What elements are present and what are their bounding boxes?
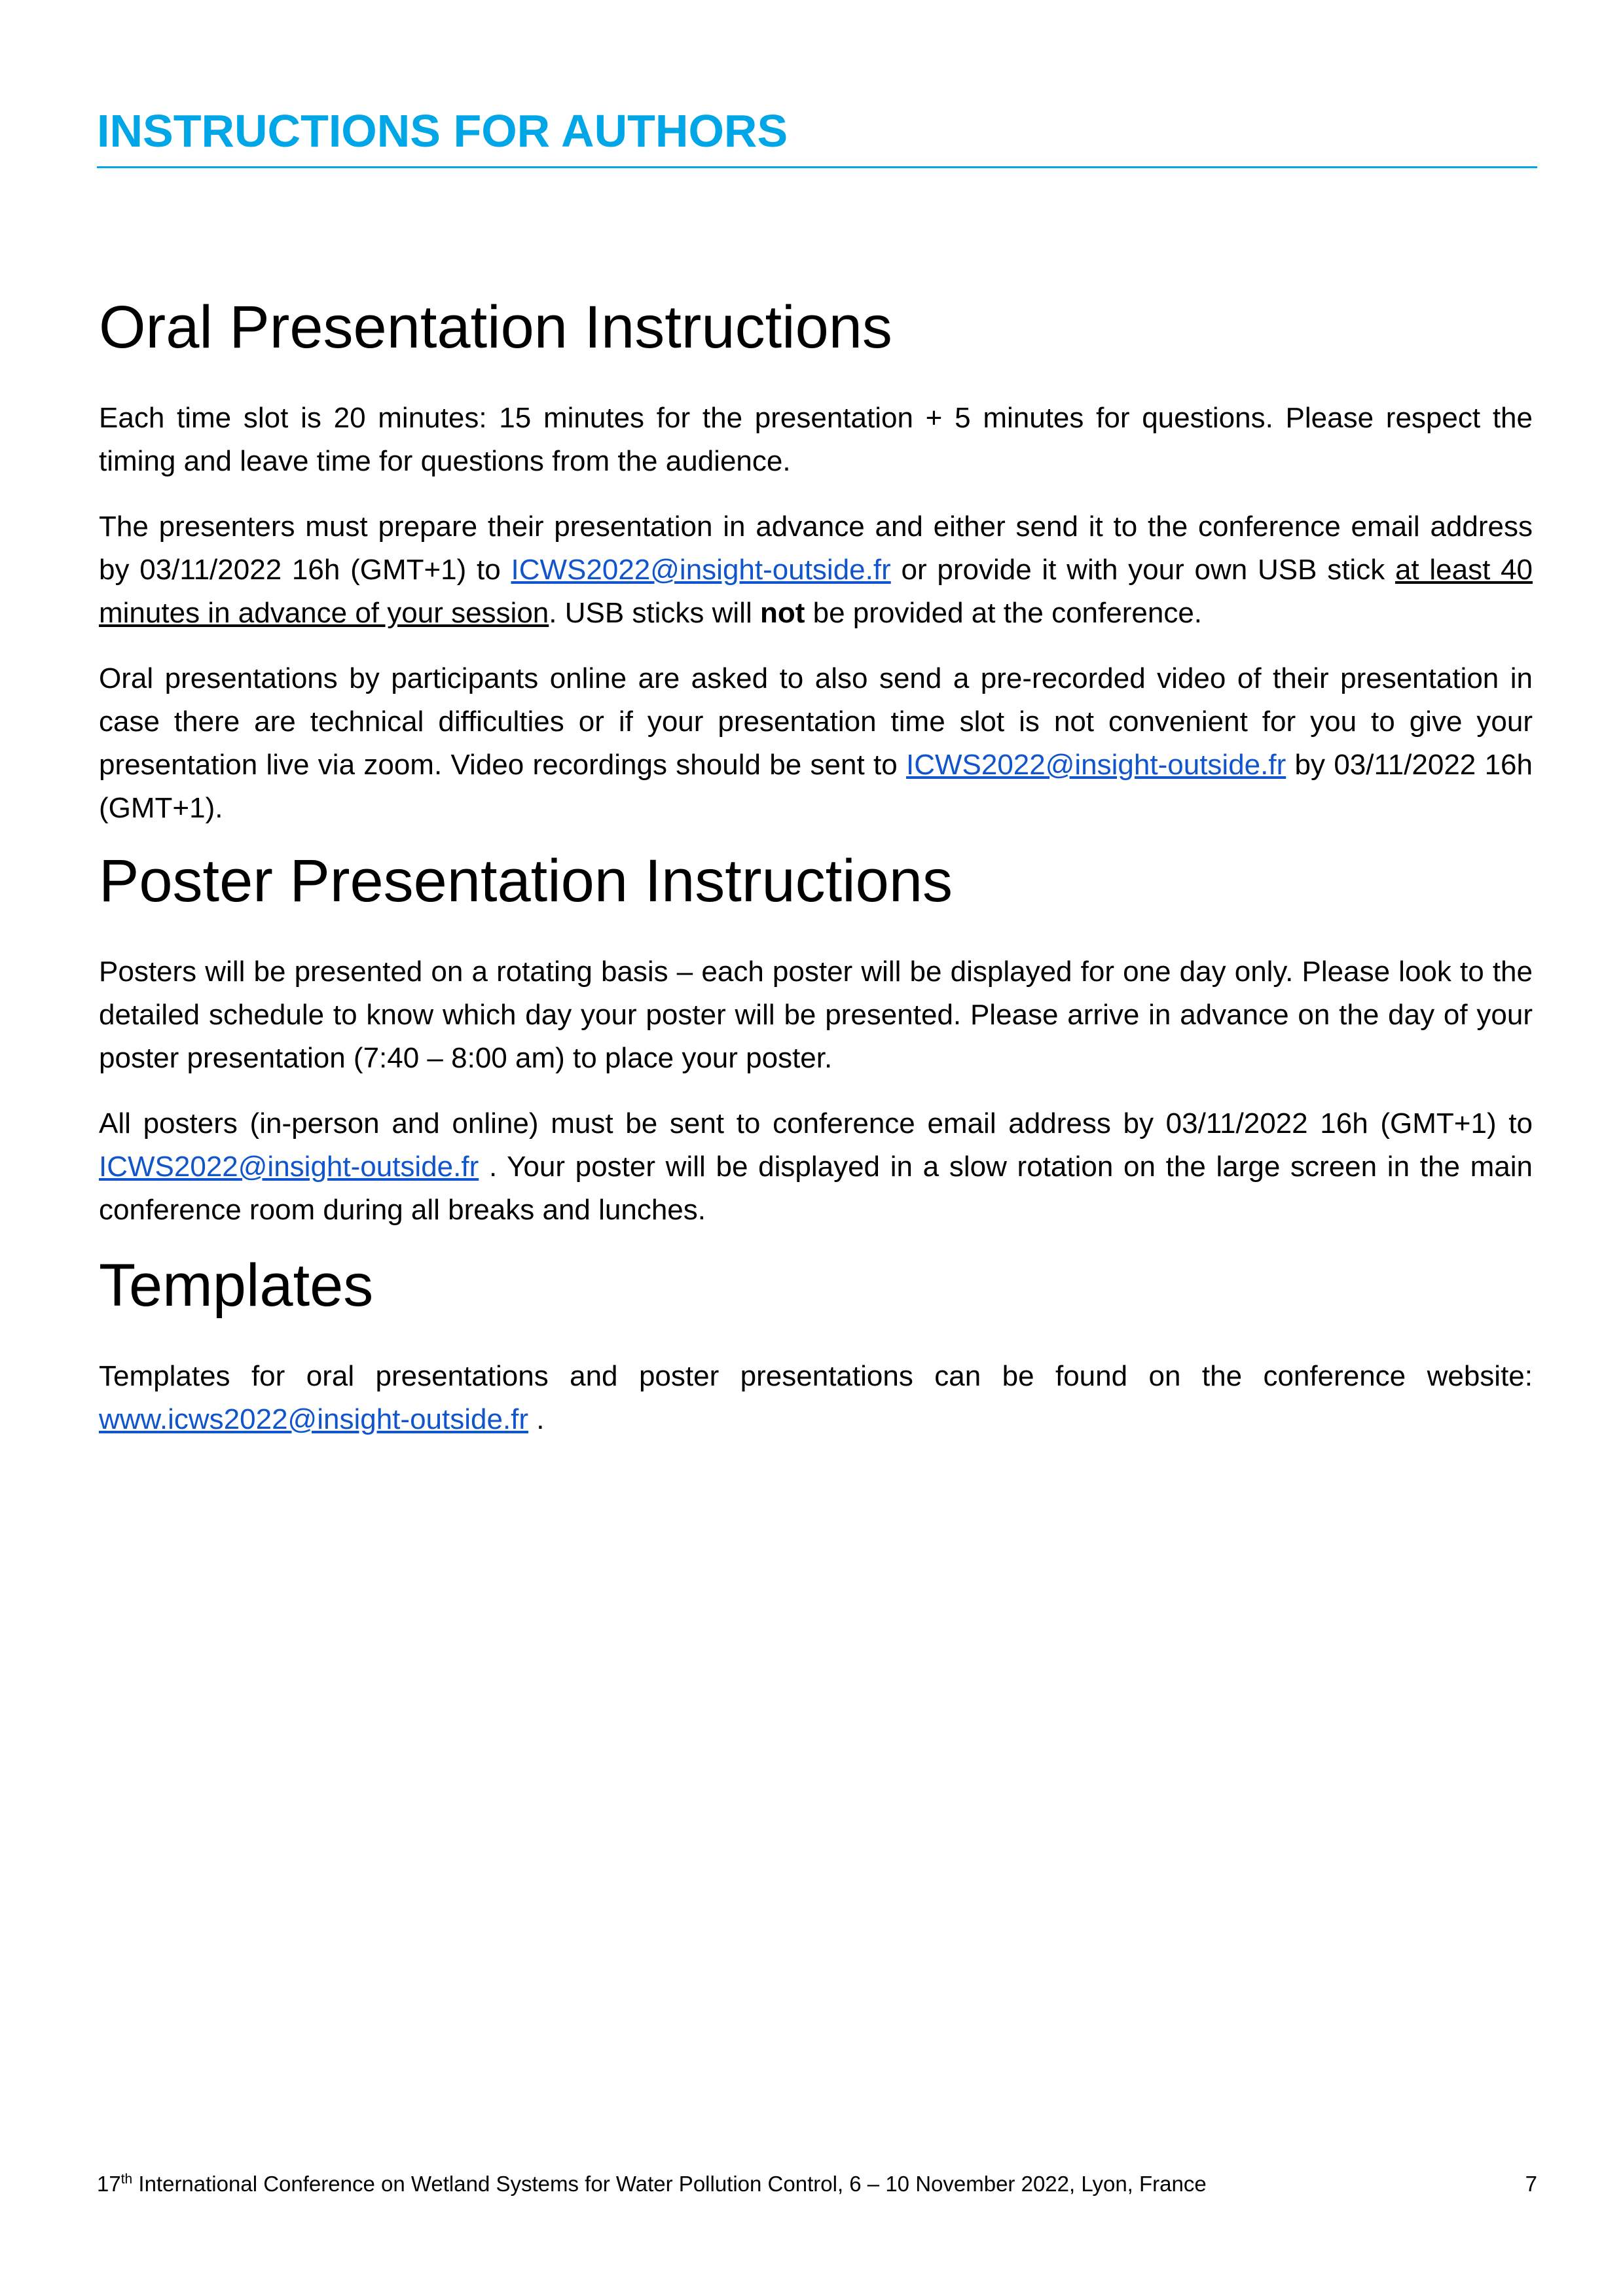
page-number: 7 [1525,2172,1537,2196]
footer-conference-number: 17 [97,2172,121,2196]
oral-p2-underlined: at least 40 minutes in advance of your session [99,554,1533,629]
oral-p2-bold: not [759,597,805,629]
oral-p2-text-b: or provide it with your own USB stick [890,554,1395,586]
templates-paragraph [99,1355,1533,1441]
header-title: INSTRUCTIONS FOR AUTHORS [97,105,788,156]
oral-p3-text-a: Oral presentations by participants online are asked to also send a pre-recorded video of their presentation in case there are technical difficulties or if your presentation time slot is not convenient for you to give your presentation live via zoom. Video recordings should be sent to [99,662,1533,781]
poster-paragraph-1: Posters will be presented on a rotating basis – each poster will be displayed for one day only. Please look to the detailed schedule to know which day your poster will be presented. Please arrive in advance on the day of your poster presentation (7:40 – 8:00 am) to place your poster. [99,956,1533,1074]
main-content [99,288,1533,1441]
templates-text-a: Templates for oral presentations and poster presentations can be found on the conference website: [99,1360,1533,1392]
oral-p2-text-a: The presenters must prepare their presentation in advance and either send it to the conference email address by 03/11/2022 16h (GMT+1) to [99,511,1533,586]
poster-p2-text-a: All posters (in-person and online) must be sent to conference email address by 03/11/2022 16h (GMT+1) to [99,1107,1533,1139]
templates-text-b: . [528,1403,545,1435]
oral-paragraph-1: Each time slot is 20 minutes: 15 minutes for the presentation + 5 minutes for questions. Please respect the timing and leave time for questions from the audience. [99,402,1533,477]
poster-heading: Poster Presentation Instructions [99,848,953,914]
header-divider [97,166,1537,168]
oral-p3-text-b: by 03/11/2022 16h (GMT+1). [99,749,1533,824]
oral-paragraph-3 [99,657,1533,830]
oral-paragraph-2 [99,505,1533,635]
oral-p2-text-d: be provided at the conference. [805,597,1203,629]
oral-email-link[interactable]: ICWS2022@insight-outside.fr [511,554,891,586]
templates-heading: Templates [99,1252,374,1319]
video-email-link[interactable]: ICWS2022@insight-outside.fr [905,749,1286,781]
website-link[interactable]: www.icws2022@insight-outside.fr [99,1403,529,1435]
footer-conference-text: International Conference on Wetland Systems for Water Pollution Control, 6 – 10 November 2022, Lyon, France [132,2172,1207,2196]
poster-p2-text-b: . Your poster will be displayed in a slow rotation on the large screen in the main conference room during all breaks and lunches. [99,1151,1533,1226]
footer-ordinal: th [120,2172,133,2187]
poster-email-link[interactable]: ICWS2022@insight-outside.fr [99,1151,479,1183]
oral-section [99,288,1533,830]
templates-section [99,1246,1533,1441]
oral-p2-text-c: . USB sticks will [549,597,760,629]
oral-heading: Oral Presentation Instructions [99,294,892,361]
poster-paragraph-2 [99,1102,1533,1232]
poster-section [99,842,1533,1232]
page-header [97,105,1537,157]
page-footer [97,2172,1537,2197]
